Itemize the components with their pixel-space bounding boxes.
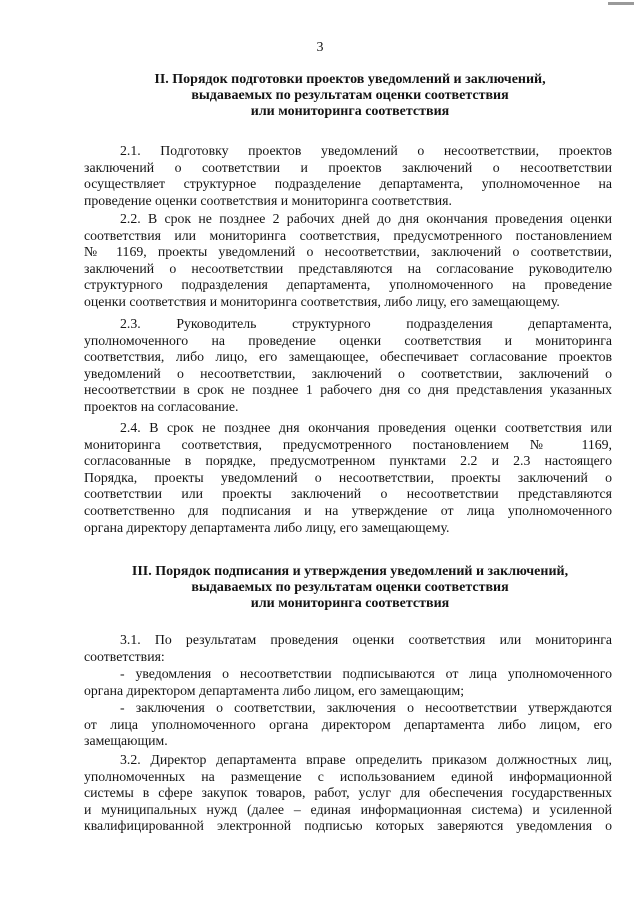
- text-line: № 1169, проекты уведомлений о несоответствии, заключений о соответствии,: [84, 244, 612, 260]
- text-line: 2.3. Руководитель структурного подразделения департамента,: [120, 316, 612, 331]
- text-line: 3.2. Директор департамента вправе определить приказом должностных лиц,: [120, 752, 612, 767]
- page-number: 3: [316, 40, 324, 55]
- text-line: оценки соответствия и мониторинга соответствия, либо лицу, его замещающему.: [84, 293, 560, 309]
- text-line: органа директору департамента либо лицу, его замещающему.: [84, 519, 450, 535]
- paragraph-3-1-item-2: [84, 700, 612, 750]
- text-line: проектов на согласование.: [84, 398, 239, 414]
- paragraph-2-4: [84, 420, 612, 536]
- section-3-heading-line: III. Порядок подписания и утверждения уведомлений и заключений,: [131, 564, 569, 579]
- section-2-heading-line: выдаваемых по результатам оценки соответствия: [191, 88, 509, 103]
- section-3-heading-line: выдаваемых по результатам оценки соответствия: [191, 580, 509, 595]
- paragraph-3-2: [84, 752, 612, 835]
- text-line: соответствия:: [84, 648, 165, 664]
- text-line: 2.4. В срок не позднее дня окончания проведения оценки соответствия или: [120, 420, 612, 435]
- section-2-heading-line: II. Порядок подготовки проектов уведомлений и заключений,: [154, 72, 546, 87]
- text-line: и муниципальных нужд (далее – единая информационная система) и усиленной: [84, 801, 612, 817]
- text-line: заключений о соответствии и проектов заключений о несоответствии: [84, 159, 612, 175]
- paragraph-2-2: [84, 211, 612, 311]
- section-2-heading: [60, 72, 640, 120]
- text-line: уведомлений о несоответствии, заключений о соответствии, заключений о: [84, 365, 612, 381]
- text-line: - уведомления о несоответствии подписываются от лица уполномоченного: [120, 666, 612, 681]
- text-line: 3.1. По результатам проведения оценки соответствия или мониторинга: [120, 632, 612, 647]
- text-line: замещающим.: [84, 733, 168, 749]
- text-line: структурного подразделения департамента, уполномоченного на проведение: [84, 277, 612, 293]
- text-line: Порядка, проекты уведомлений о несоответствии, проекты заключений о: [84, 469, 612, 485]
- text-line: от лица уполномоченного органа директором департамента либо лицом, его: [84, 716, 612, 732]
- section-2-heading-line: или мониторинга соответствия: [250, 104, 450, 119]
- text-line: соответствии или проекты заключений о несоответствии представляются: [84, 486, 612, 502]
- paragraph-3-1: [84, 632, 612, 665]
- text-line: соответствия или мониторинга соответствия, предусмотренного постановлением: [84, 227, 612, 243]
- text-line: заключений о несоответствии представляются на согласование руководителю: [84, 260, 612, 276]
- text-line: проведение оценки соответствия и мониторинга соответствия.: [84, 192, 452, 208]
- text-line: мониторинга соответствия, предусмотренного постановлением № 1169,: [84, 436, 612, 452]
- text-line: - заключения о соответствии, заключения о несоответствии утверждаются: [120, 700, 612, 715]
- text-line: согласованные в порядке, предусмотренном пунктами 2.2 и 2.3 настоящего: [84, 453, 612, 469]
- text-line: соответственно для подписания и на утверждение от лица уполномоченного: [84, 502, 612, 518]
- text-line: 2.2. В срок не позднее 2 рабочих дней до дня окончания проведения оценки: [120, 211, 612, 226]
- text-line: квалифицированной электронной подписью которых заверяются уведомления о: [84, 818, 612, 834]
- text-line: 2.1. Подготовку проектов уведомлений о несоответствии, проектов: [120, 143, 612, 158]
- paragraph-3-1-item-1: [84, 666, 612, 699]
- text-line: несоответствии в срок не позднее 1 рабочего дня со дня представления указанных: [84, 382, 612, 398]
- text-line: осуществляет структурное подразделение департамента, уполномоченное на: [84, 176, 612, 192]
- text-line: системы в сфере закупок товаров, работ, услуг для обеспечения государственных: [84, 785, 612, 801]
- corner-scan-mark: [608, 2, 634, 5]
- section-3-heading-line: или мониторинга соответствия: [250, 596, 450, 611]
- paragraph-2-3: [84, 316, 612, 416]
- text-line: соответствия, либо лицо, его замещающее, обеспечивает согласование проектов: [84, 349, 612, 365]
- paragraph-2-1: [84, 143, 612, 209]
- text-line: уполномоченных на размещение с использованием единой информационной: [84, 768, 612, 784]
- text-line: органа директором департамента либо лицом, его замещающим;: [84, 682, 465, 698]
- section-3-heading: [60, 564, 640, 612]
- text-line: уполномоченного на проведение оценки соответствия и мониторинга: [84, 332, 612, 348]
